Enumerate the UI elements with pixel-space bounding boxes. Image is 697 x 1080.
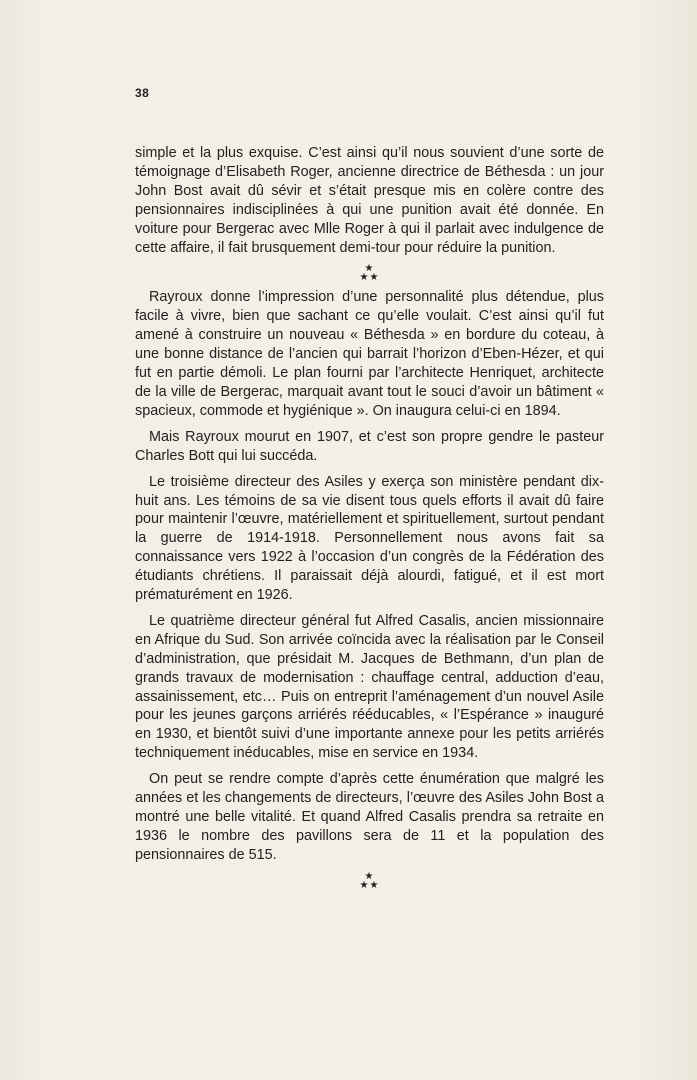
section-separator [135,264,604,282]
paragraph: Le troisième directeur des Asiles y exerça son ministère pendant dix-huit ans. Les témoins de sa vie disent tous quels efforts il avait dû faire pour maintenir l’œuvre, matériellement et spirituellement, surtout pendant la guerre de 1914-1918. Personnellement nous avons fait sa connaissance vers 1922 à l’occasion d’un congrès de la Fédération des étudiants chrétiens. Il paraissait déjà alourdi, fatigué, et il est mort prématurément en 1926. [135,473,604,604]
paragraph: Rayroux donne l’impression d’une personnalité plus détendue, plus facile à vivre, bien que sachant ce qu’elle voulait. C’est ainsi qu’il fut amené à construire un nouveau « Béthesda » en bordure du coteau, à une bonne distance de l’ancien qui barrait l’horizon d’Eben-Hézer, et qui fut en partie démoli. Le plan fourni par l’architecte Henriquet, architecte de la ville de Bergerac, marquait avant tout le souci d’avoir un bâtiment « spacieux, commode et hygiénique ». On inaugura celui-ci en 1894. [135,289,604,419]
star-icon: ★ [364,870,375,882]
paragraph: On peut se rendre compte d’après cette énumération que malgré les années et les changements de directeurs, l’œuvre des Asiles John Bost a montré une belle vitalité. Et quand Alfred Casalis prendra sa retraite en 1936 le nombre des pavillons sera de 11 et la population des pensionnaires de 515. [135,771,604,863]
page-number: 38 [135,86,150,100]
body-text [135,144,604,896]
section-separator [135,872,604,890]
paragraph: Le quatrième directeur général fut Alfred Casalis, ancien missionnaire en Afrique du Sud. Son arrivée coïncida avec la réalisation par le Conseil d’administration, que présidait M. Jacques de Bethmann, d’un plan de grands travaux de modernisation : chauffage central, adduction d’eau, assainissement, etc… Puis on entreprit l’aménagement d’un nouvel Asile pour les jeunes garçons arriérés rééducables, « l’Espérance » inauguré en 1930, et bientôt suivi d’une importante annexe pour les petits arriérés techniquement inéducables, mise en service en 1934. [135,612,604,762]
paragraph: simple et la plus exquise. C’est ainsi qu’il nous souvient d’une sorte de témoignage d’Elisabeth Roger, ancienne directrice de Béthesda : un jour John Bost avait dû sévir et s’était presque mis en colère contre des pensionnaires indisciplinées à qui une punition avait été donnée. En voiture pour Bergerac avec Mlle Roger à qui il parlait avec indulgence de cette affaire, il fait brusquement demi-tour pour réduire la punition. [135,145,604,256]
paragraph: Mais Rayroux mourut en 1907, et c’est son propre gendre le pasteur Charles Bott qui lui succéda. [135,428,604,464]
star-icon: ★ [369,879,380,891]
star-icon: ★ [359,879,370,891]
star-icon: ★ [364,263,375,275]
star-icon: ★ [369,272,380,284]
star-icon: ★ [359,272,370,284]
